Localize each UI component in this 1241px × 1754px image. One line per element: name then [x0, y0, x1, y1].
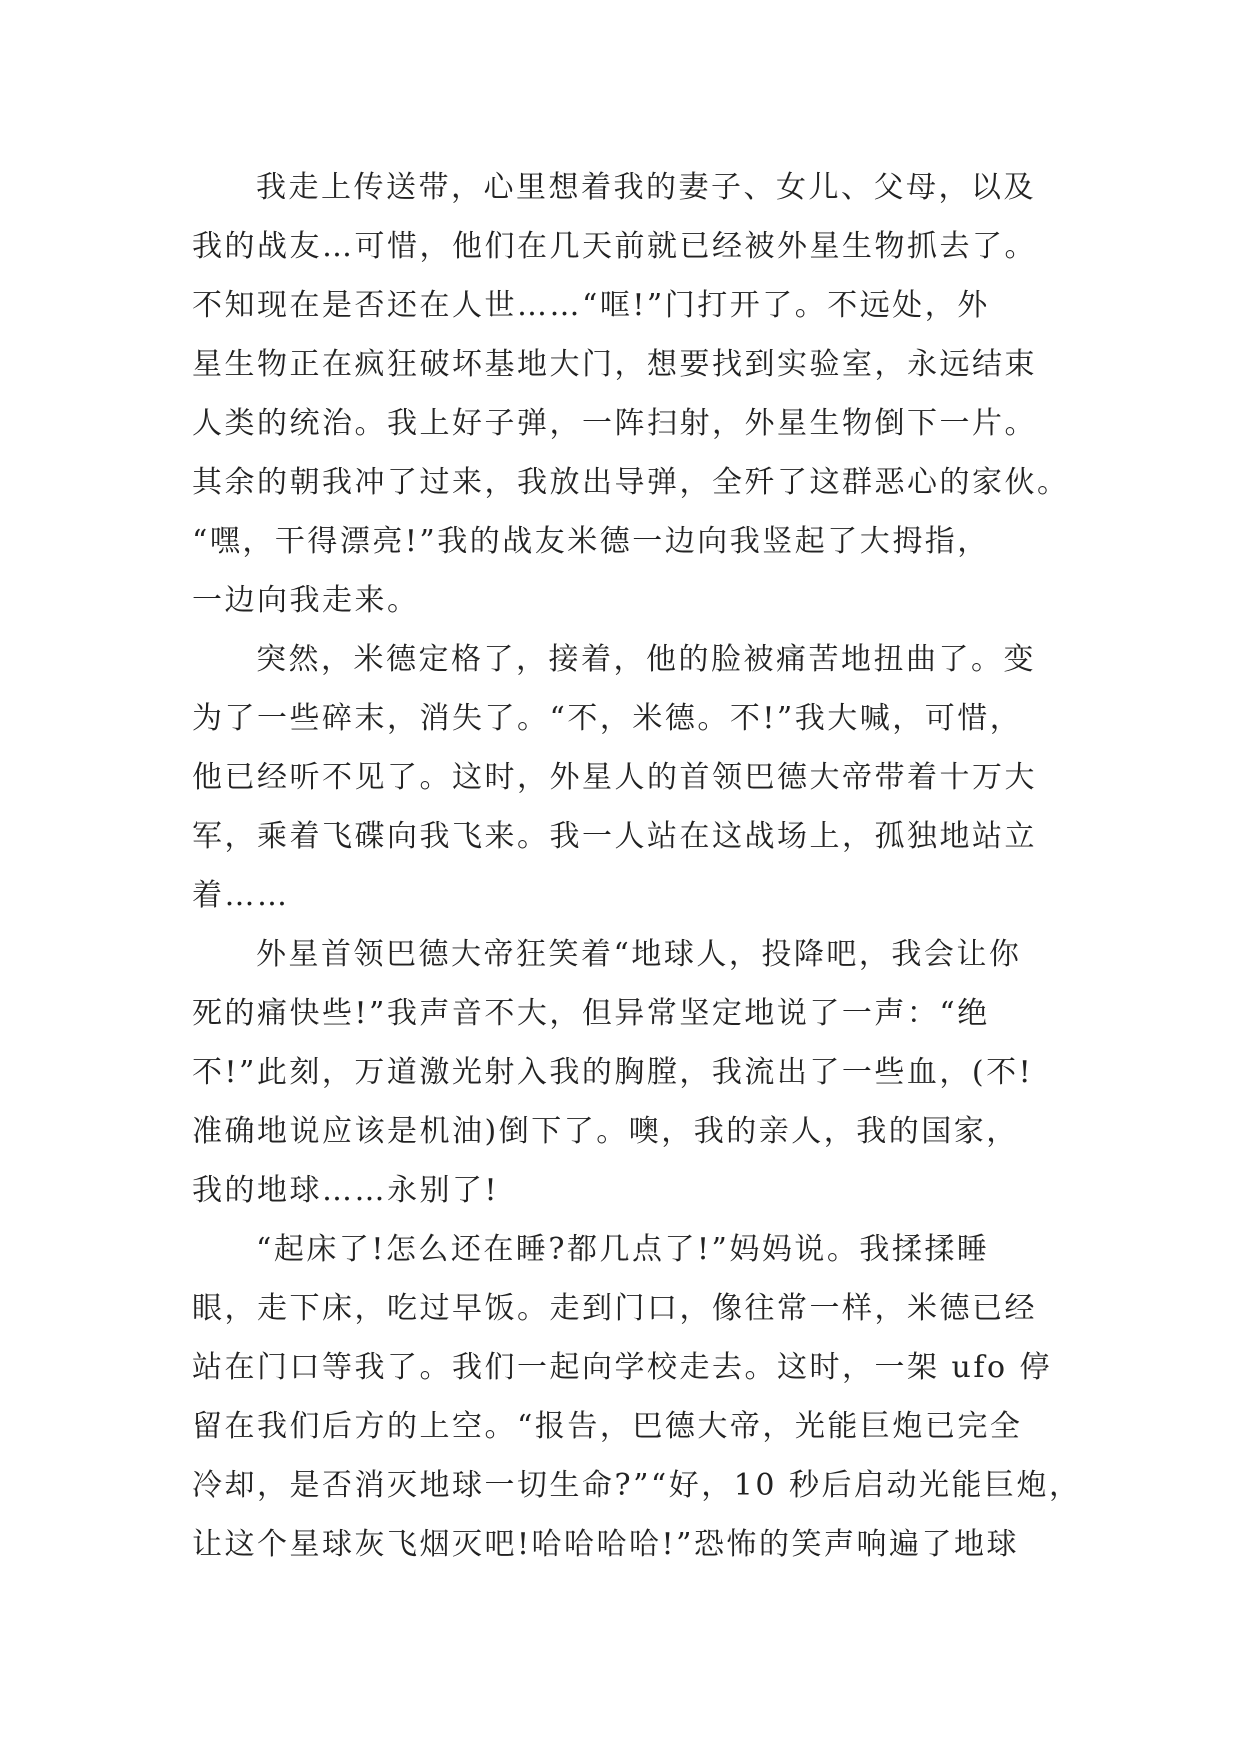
paragraph-1-line-1: 我走上传送带，心里想着我的妻子、女儿、父母，以及: [256, 170, 1036, 205]
paragraph-4-line-2: 眼，走下床，吃过早饭。走到门口，像往常一样，米德已经: [192, 1291, 1037, 1326]
paragraph-4-line-5: 冷却，是否消灭地球一切生命?”“好，10 秒后启动光能巨炮，: [192, 1468, 1082, 1503]
paragraph-1-line-3: 不知现在是否还在人世……“哐!”门打开了。不远处，外: [192, 288, 990, 323]
paragraph-3-line-5: 我的地球……永别了!: [192, 1173, 500, 1208]
paragraph-4-line-1: “起床了!怎么还在睡?都几点了!”妈妈说。我揉揉睡: [256, 1232, 990, 1267]
paragraph-3-line-4: 准确地说应该是机油)倒下了。噢，我的亲人，我的国家，: [192, 1114, 1019, 1149]
paragraph-3-line-3: 不!”此刻，万道激光射入我的胸膛，我流出了一些血，(不!: [192, 1055, 1034, 1090]
paragraph-1-line-4: 星生物正在疯狂破坏基地大门，想要找到实验室，永远结束: [192, 347, 1037, 382]
paragraph-4-line-4: 留在我们后方的上空。“报告，巴德大帝，光能巨炮已完全: [192, 1409, 1023, 1444]
paragraph-1-line-6: 其余的朝我冲了过来，我放出导弹，全歼了这群恶心的家伙。: [192, 465, 1070, 500]
paragraph-1-line-7: “嘿，干得漂亮!”我的战友米德一边向我竖起了大拇指，: [192, 524, 990, 559]
paragraph-2-line-1: 突然，米德定格了，接着，他的脸被痛苦地扭曲了。变: [256, 642, 1036, 677]
paragraph-1-line-2: 我的战友…可惜，他们在几天前就已经被外星生物抓去了。: [192, 229, 1037, 264]
paragraph-2-line-4: 军，乘着飞碟向我飞来。我一人站在这战场上，孤独地站立: [192, 819, 1037, 854]
paragraph-2-line-3: 他已经听不见了。这时，外星人的首领巴德大帝带着十万大: [192, 760, 1037, 795]
paragraph-3-line-2: 死的痛快些!”我声音不大，但异常坚定地说了一声：“绝: [192, 996, 990, 1031]
paragraph-3-line-1: 外星首领巴德大帝狂笑着“地球人，投降吧，我会让你: [256, 937, 1022, 972]
paragraph-2-line-5: 着……: [192, 878, 290, 913]
paragraph-4-line-3: 站在门口等我了。我们一起向学校走去。这时，一架 ufo 停: [192, 1350, 1053, 1385]
paragraph-4-line-6: 让这个星球灰飞烟灭吧!哈哈哈哈!”恐怖的笑声响遍了地球: [192, 1527, 1019, 1562]
paragraph-1-line-5: 人类的统治。我上好子弹，一阵扫射，外星生物倒下一片。: [192, 406, 1037, 441]
paragraph-1-line-8: 一边向我走来。: [192, 583, 420, 618]
story-text: [192, 158, 1082, 1574]
paragraph-2-line-2: 为了一些碎末，消失了。“不，米德。不!”我大喊，可惜，: [192, 701, 1023, 736]
